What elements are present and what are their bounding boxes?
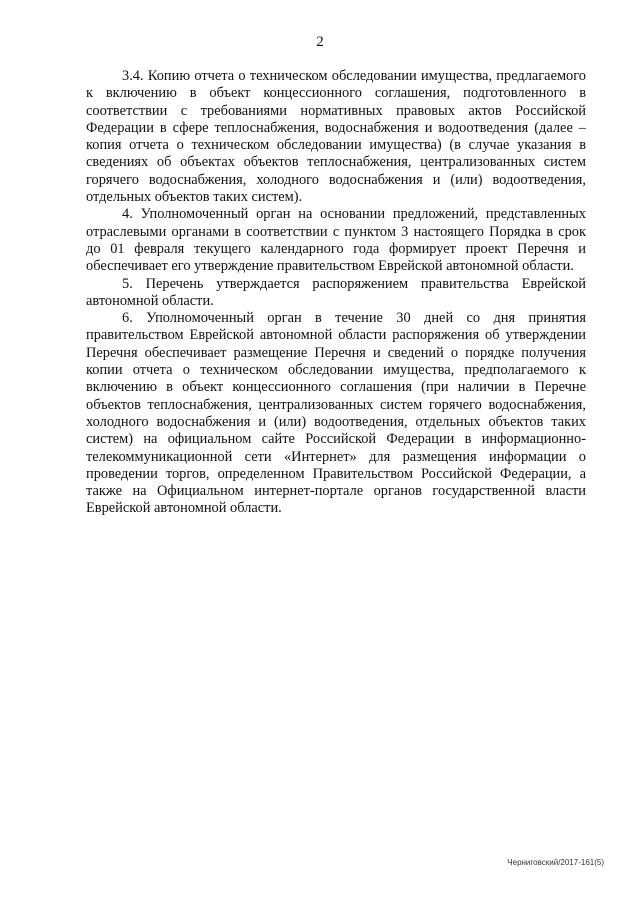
paragraph-5: 5. Перечень утверждается распоряжением правительства Еврейской автономной области. xyxy=(86,275,586,309)
paragraph-3-4: 3.4. Копию отчета о техническом обследовании имущества, предлагаемого к включению в объект концессионного соглашения, подготовленного в соответствии с требованиями нормативных правовых актов Российской Федерации в сфере теплоснабжения, водоснабжения и водоотведения (далее – копия отчета о техническом обследовании имущества) (в случае указания в сведениях об объектах объектов теплоснабжения, централизованных систем горячего водоснабжения, холодного водоснабжения и (или) водоотведения, отдельных объектов таких систем). xyxy=(86,68,586,206)
page-number: 2 xyxy=(316,34,324,50)
paragraph-4: 4. Уполномоченный орган на основании предложений, представленных отраслевыми органами в соответствии с пунктом 3 настоящего Порядка в срок до 01 февраля текущего календарного года формирует проект Перечня и обеспечивает его утверждение правительством Еврейской автономной области. xyxy=(86,206,586,275)
document-body xyxy=(86,68,586,518)
paragraph-6: 6. Уполномоченный орган в течение 30 дней со дня принятия правительством Еврейской автономной области распоряжения об утверждении Перечня обеспечивает размещение Перечня и сведений о порядке получения копии отчета о техническом обследовании имущества, предполагаемого к включению в объект концессионного соглашения (при наличии в Перечне объектов теплоснабжения, централизованных систем горячего водоснабжения, холодного водоснабжения и (или) водоотведения, отдельных объектов таких систем) на официальном сайте Российской Федерации в информационно-телекоммуникационной сети «Интернет» для размещения информации о проведении торгов, определенном Правительством Российской Федерации, а также на Официальном интернет-портале органов государственной власти Еврейской автономной области. xyxy=(86,310,586,517)
document-code-footer: Черниговский/2017-161(5) xyxy=(507,858,604,867)
